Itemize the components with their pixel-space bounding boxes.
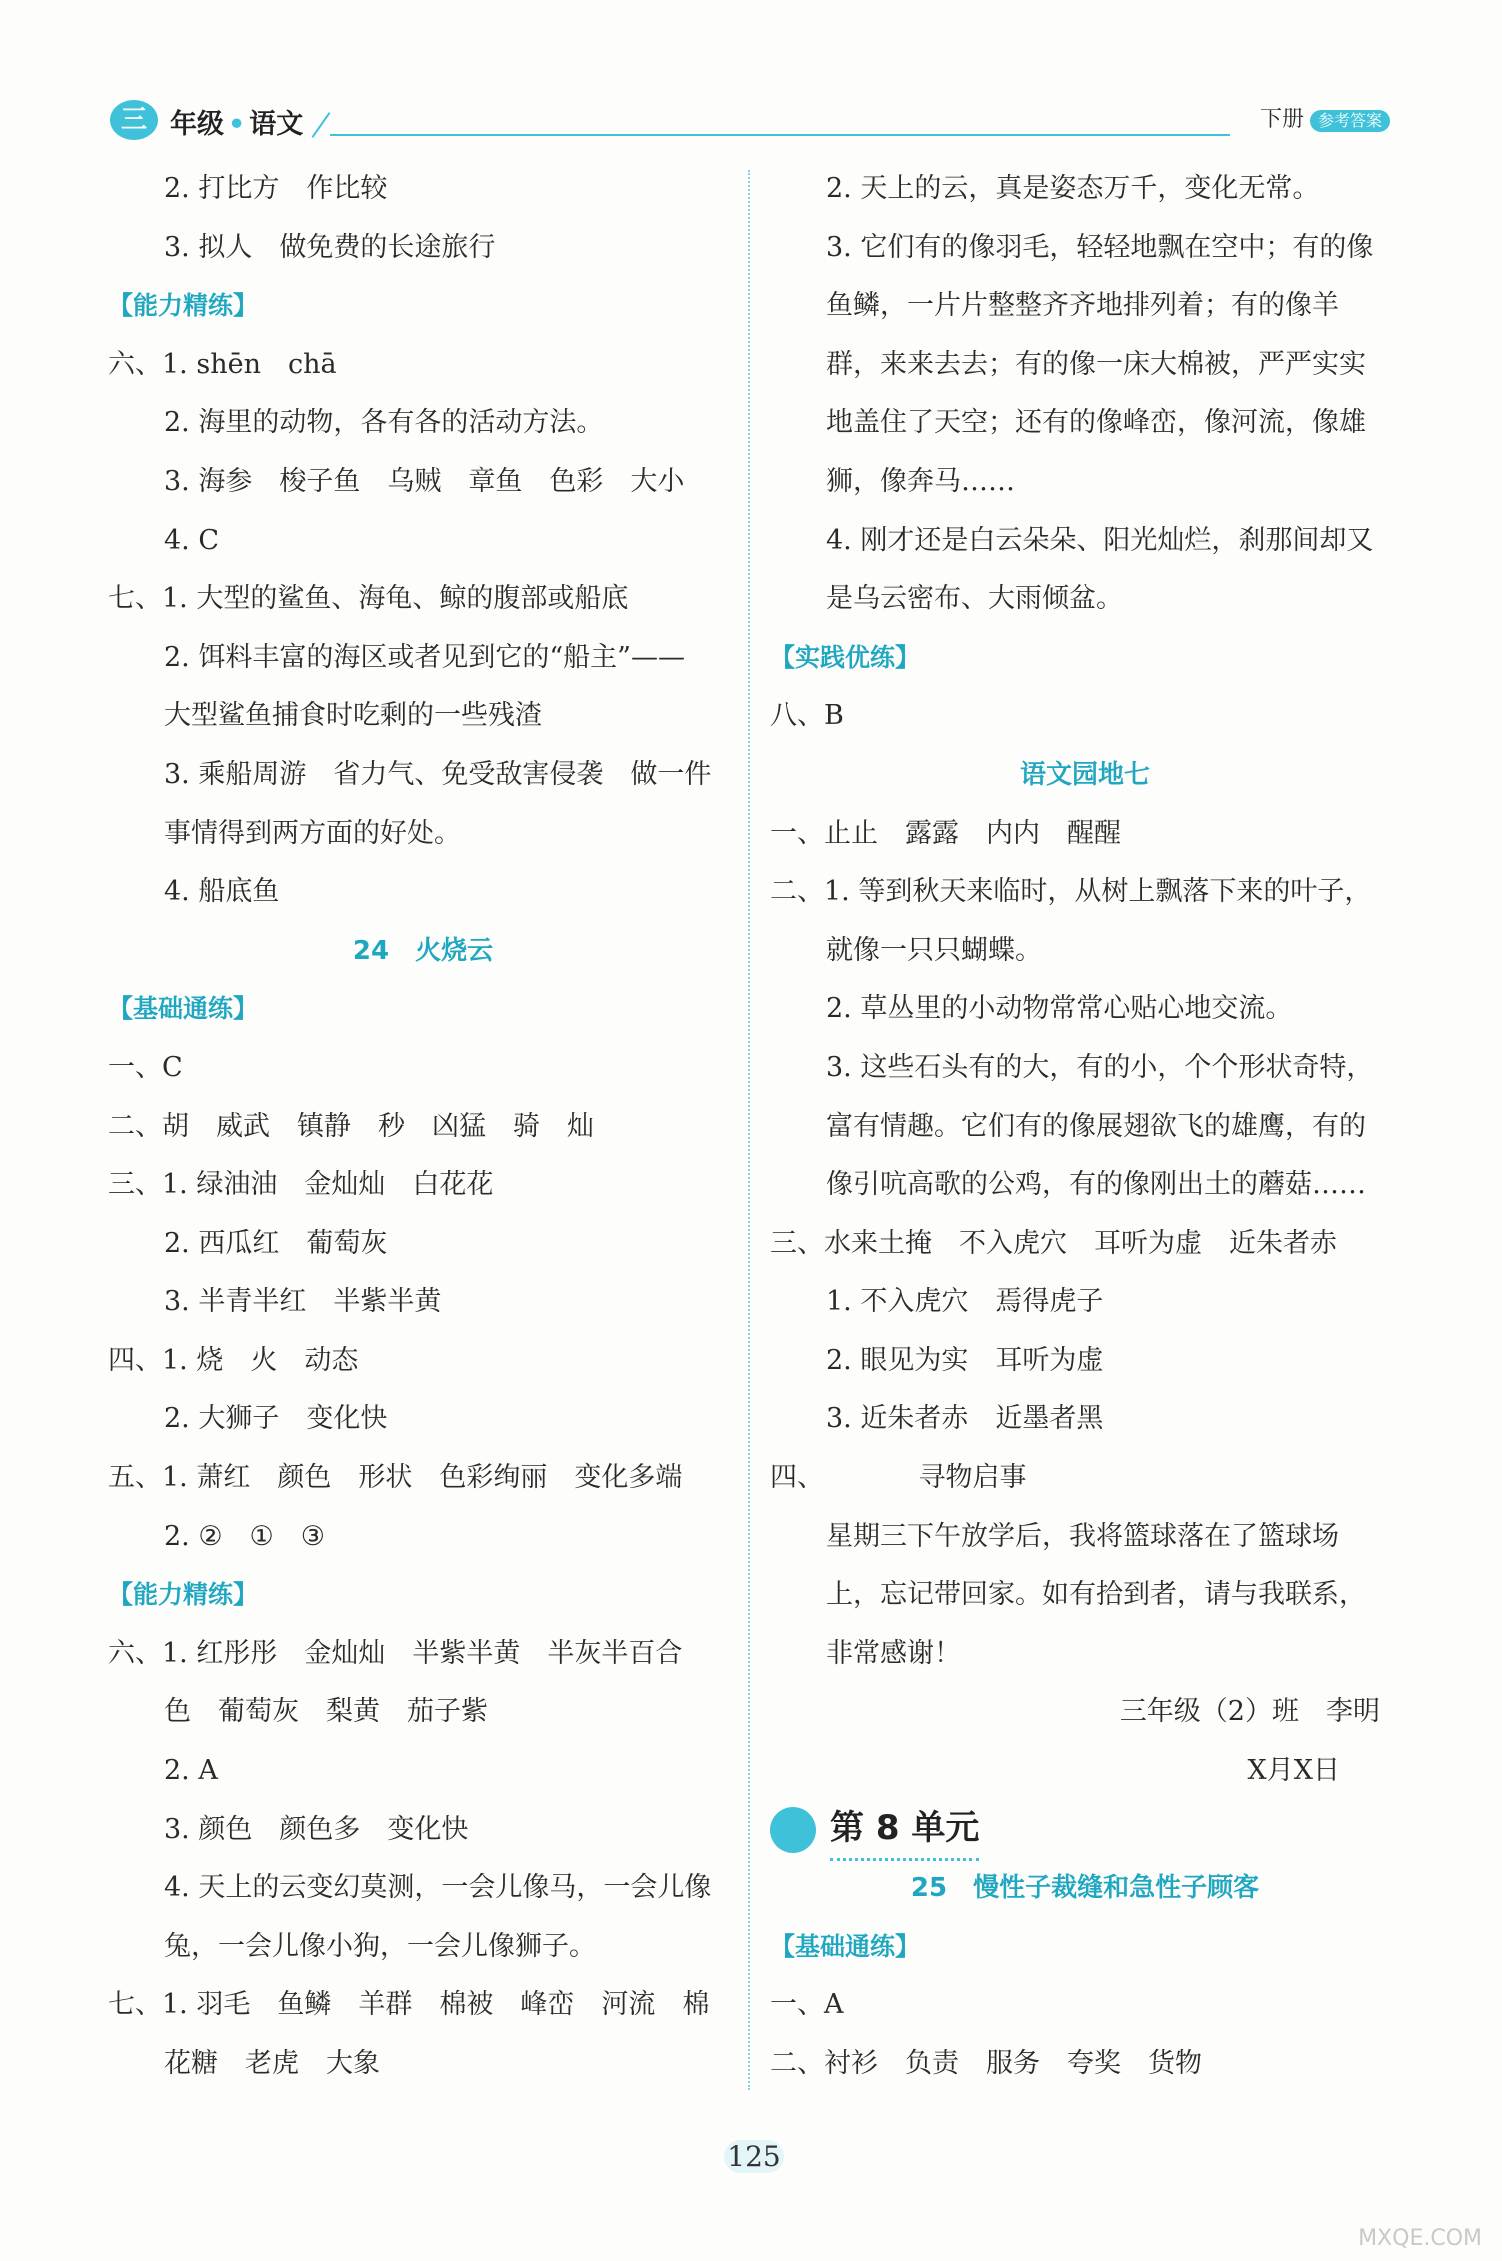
answer-line: 地盖住了天空；还有的像峰峦，像河流，像雄	[826, 407, 1366, 439]
answer-line: 2. 西瓜红 葡萄灰	[164, 1227, 388, 1259]
lesson-title: 24 火烧云	[352, 935, 494, 966]
grade-badge: 三	[110, 100, 158, 140]
answer-line: 一、C	[108, 1051, 183, 1083]
right-column	[770, 160, 1400, 2094]
section-tag: 【能力精练】	[108, 291, 259, 321]
section-tag: 【基础通练】	[770, 1931, 921, 1961]
header-title	[170, 102, 303, 141]
answer-line: 狮，像奔马……	[826, 465, 1015, 497]
answer-line: 3. 近朱者赤 近墨者黑	[826, 1403, 1104, 1435]
answer-line: 像引吭高歌的公鸡，有的像刚出土的蘑菇……	[826, 1169, 1366, 1201]
grade-label: 年级	[170, 109, 224, 140]
answer-line: 三、1. 绿油油 金灿灿 白花花	[108, 1169, 494, 1201]
notice-body-line: 星期三下午放学后，我将篮球落在了篮球场	[826, 1520, 1339, 1552]
answer-line: 3. 这些石头有的大，有的小，个个形状奇特，	[826, 1051, 1374, 1083]
section-tag: 【基础通练】	[108, 994, 259, 1024]
header-rule	[330, 134, 1230, 136]
header-slash	[312, 112, 331, 138]
answer-line: 2. 打比方 作比较	[164, 173, 388, 204]
answer-line: 4. 刚才还是白云朵朵、阳光灿烂，刹那间却又	[826, 524, 1374, 556]
answer-line: 2. 大狮子 变化快	[164, 1403, 388, 1435]
notice-title-line: 四、 寻物启事	[770, 1462, 1027, 1494]
answer-line: 4. 船底鱼	[164, 876, 280, 908]
answer-line: 八、B	[770, 700, 844, 732]
column-divider	[748, 170, 750, 2090]
notice-body-line: 上，忘记带回家。如有拾到者，请与我联系，	[826, 1579, 1366, 1611]
header-volume	[1260, 102, 1390, 133]
answer-line: 一、止止 露露 内内 醒醒	[770, 817, 1121, 849]
answer-line: 七、1. 大型的鲨鱼、海龟、鲸的腹部或船底	[108, 583, 629, 615]
volume-label: 下册	[1259, 107, 1304, 132]
answer-line: 群，来来去去；有的像一床大棉被，严严实实	[826, 348, 1366, 380]
answer-line: 是乌云密布、大雨倾盆。	[826, 583, 1123, 615]
answer-line: 一、A	[770, 1989, 844, 2021]
notice-body-line: 非常感谢！	[826, 1637, 961, 1669]
answer-line: 七、1. 羽毛 鱼鳞 羊群 棉被 峰峦 河流 棉	[108, 1989, 710, 2021]
answer-line: 大型鲨鱼捕食时吃剩的一些残渣	[164, 700, 542, 732]
answer-line: 4. C	[164, 524, 220, 556]
answer-line: 三、水来土掩 不入虎穴 耳听为虚 近朱者赤	[770, 1227, 1337, 1259]
answer-line: 3. 海参 梭子鱼 乌贼 章鱼 色彩 大小	[164, 465, 685, 497]
subject-label: 语文	[249, 109, 304, 140]
answer-line: 2. 海里的动物，各有各的活动方法。	[164, 407, 604, 439]
answer-line: 4. 天上的云变幻莫测，一会儿像马，一会儿像	[164, 1872, 712, 1904]
page-header	[110, 100, 1400, 144]
answer-line: 3. 它们有的像羽毛，轻轻地飘在空中；有的像	[826, 231, 1374, 263]
answer-line: 2. 饵料丰富的海区或者见到它的“船主”——	[164, 641, 685, 673]
answer-line: 3. 颜色 颜色多 变化快	[164, 1813, 469, 1845]
notice-date: X月X日	[1247, 1755, 1340, 1787]
notice-signature: 三年级（2）班 李明	[1119, 1696, 1380, 1728]
section-tag: 【能力精练】	[108, 1580, 259, 1610]
unit-circle-icon	[770, 1807, 816, 1853]
answer-line: 二、胡 威武 镇静 秒 凶猛 骑 灿	[108, 1110, 594, 1142]
answer-line: 四、1. 烧 火 动态	[108, 1344, 359, 1376]
answer-line: 2. 眼见为实 耳听为虚	[826, 1344, 1104, 1376]
watermark: MXQE.COM	[1358, 2226, 1482, 2251]
answer-line: 就像一只只蝴蝶。	[826, 934, 1042, 966]
section-tag: 【实践优练】	[770, 642, 921, 672]
answer-tag: 参考答案	[1310, 110, 1390, 132]
answer-line: 2. A	[164, 1755, 218, 1787]
page-number: 125	[724, 2140, 784, 2173]
answer-line: 六、1. shēn chā	[108, 348, 337, 380]
answer-line: 色 葡萄灰 梨黄 茄子紫	[164, 1696, 488, 1728]
answer-line: 2. 草丛里的小动物常常心贴心地交流。	[826, 993, 1293, 1025]
answer-line: 2. 天上的云，真是姿态万千，变化无常。	[826, 173, 1320, 204]
answer-line: 1. 不入虎穴 焉得虎子	[826, 1286, 1104, 1318]
answer-line: 花糖 老虎 大象	[164, 2048, 380, 2079]
lesson-title: 语文园地七	[1019, 759, 1150, 790]
answer-line: 二、衬衫 负责 服务 夸奖 货物	[770, 2048, 1202, 2079]
answer-line: 3. 乘船周游 省力气、免受敌害侵袭 做一件	[164, 758, 712, 790]
separator-dot-icon: •	[228, 109, 246, 140]
answer-line: 兔，一会儿像小狗，一会儿像狮子。	[164, 1930, 596, 1962]
answer-line: 富有情趣。它们有的像展翅欲飞的雄鹰，有的	[826, 1110, 1366, 1142]
answer-line: 事情得到两方面的好处。	[164, 817, 461, 849]
answer-line: 2. ② ① ③	[164, 1520, 325, 1552]
answer-line: 3. 半青半红 半紫半黄	[164, 1286, 442, 1318]
answer-line: 鱼鳞，一片片整整齐齐地排列着；有的像羊	[826, 290, 1339, 322]
unit-title: 第 8 单元	[830, 1799, 979, 1861]
answer-line: 六、1. 红彤彤 金灿灿 半紫半黄 半灰半百合	[108, 1637, 683, 1669]
lesson-title: 25 慢性子裁缝和急性子顾客	[910, 1873, 1260, 1904]
answer-line: 五、1. 萧红 颜色 形状 色彩绚丽 变化多端	[108, 1462, 683, 1494]
answer-line: 二、1. 等到秋天来临时，从树上飘落下来的叶子，	[770, 876, 1372, 908]
answer-line: 3. 拟人 做免费的长途旅行	[164, 231, 496, 263]
unit-heading	[770, 1801, 1400, 1860]
left-column	[108, 160, 738, 2094]
